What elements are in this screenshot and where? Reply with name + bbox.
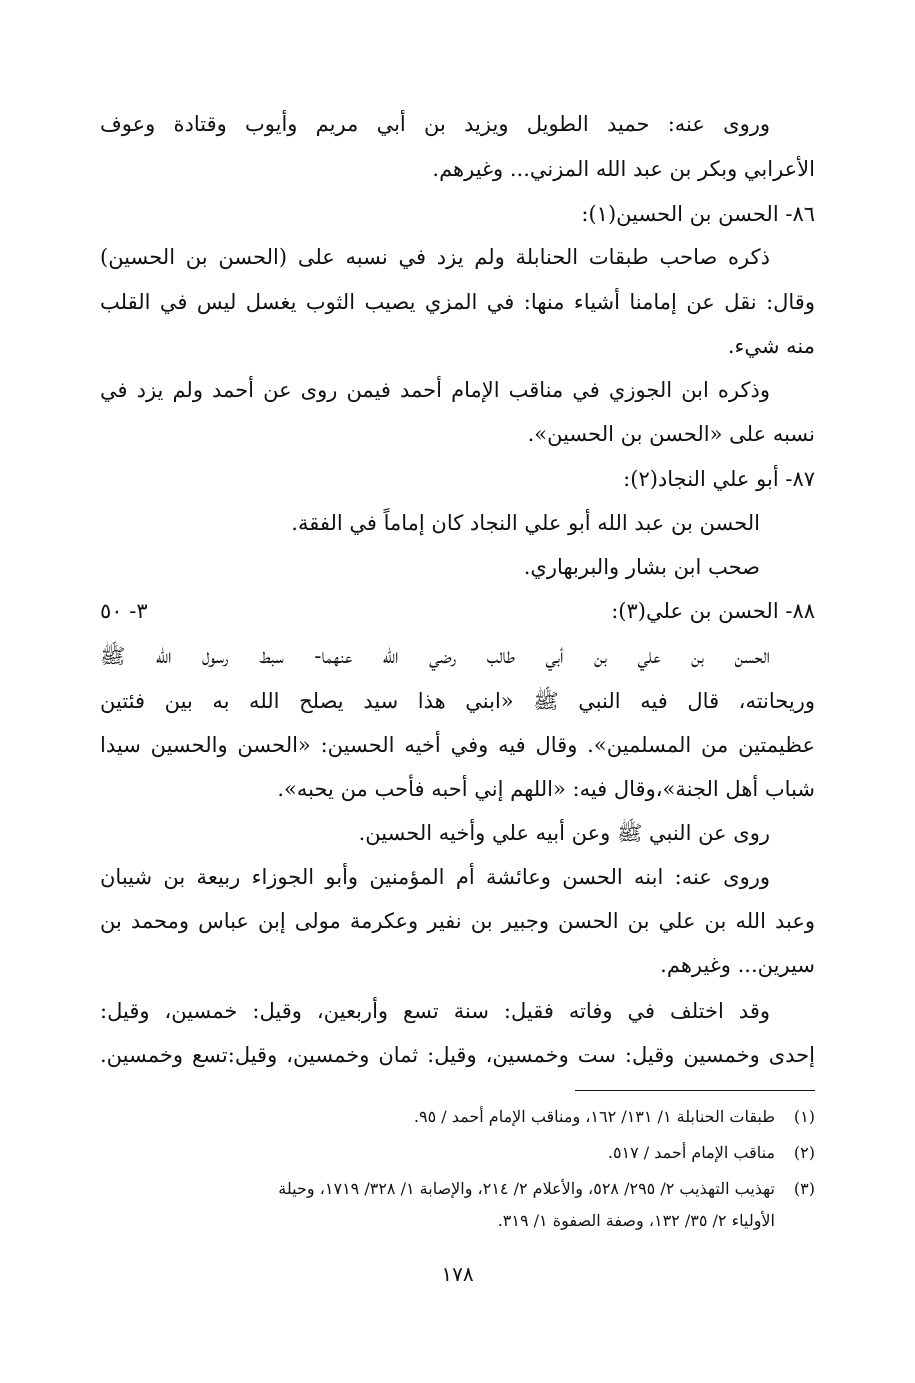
page-number: ١٧٨ xyxy=(441,1262,474,1286)
text-line: وقال: نقل عن إمامنا أشياء منها: في المزي يصيب الثوب يغسل ليس في القلب xyxy=(100,290,815,314)
text-line: الحسن بن علي بن أبي طالب رضي الله عنهما- سبط رسول الله ﷺ xyxy=(100,644,770,668)
text-line: وروى عنه: حميد الطويل ويزيد بن أبي مريم وأيوب وقتادة وعوف xyxy=(100,112,770,136)
text-line: وروى عنه: ابنه الحسن وعائشة أم المؤمنين وأبو الجوزاء ربيعة بن شيبان xyxy=(100,865,770,889)
text-line: الأعرابي وبكر بن عبد الله المزني... وغيرهم. xyxy=(432,157,815,181)
text-line: سيرين... وغيرهم. xyxy=(660,953,815,977)
footnote-number: (١) xyxy=(793,1107,815,1126)
footnote-text: تهذيب التهذيب ٢/ ٢٩٥/ ٥٢٨، والأعلام ٢/ ٢١٤، والإصابة ١/ ٣٢٨/ ١٧١٩، وحيلة xyxy=(278,1179,775,1198)
side-reference: ٣- ٥٠ xyxy=(100,599,148,623)
footnote-3 xyxy=(100,1176,815,1202)
footnote-text: مناقب الإمام أحمد / ٥١٧. xyxy=(607,1143,775,1162)
text-line: وذكره ابن الجوزي في مناقب الإمام أحمد فيمن روى عن أحمد ولم يزد في xyxy=(100,378,770,402)
footnote-number: (٣) xyxy=(793,1179,815,1198)
text-line: منه شيء. xyxy=(727,334,815,358)
footnote-number: (٢) xyxy=(793,1143,815,1162)
text-line: وريحانته، قال فيه النبي ﷺ «ابني هذا سيد يصلح الله به بين فئتين xyxy=(100,689,815,713)
entry-heading-86: ٨٦- الحسن بن الحسين(١): xyxy=(581,202,815,226)
footnote-1 xyxy=(100,1104,815,1130)
text-line: عظيمتين من المسلمين». وقال فيه وفي أخيه الحسين: «الحسن والحسين سيدا xyxy=(100,733,815,757)
footnote-3-continued: الأولياء ٢/ ٣٥/ ١٣٢، وصفة الصفوة ١/ ٣١٩. xyxy=(497,1211,775,1230)
text-line: وعبد الله بن علي بن الحسن وجبير بن نفير وعكرمة مولى إبن عباس ومحمد بن xyxy=(100,909,815,933)
text-line: صحب ابن بشار والبربهاري. xyxy=(523,555,760,579)
text-line: روى عن النبي ﷺ وعن أبيه علي وأخيه الحسين. xyxy=(358,821,770,845)
footnote-text: طبقات الحنابلة ١/ ١٣١/ ١٦٢، ومناقب الإمام أحمد / ٩٥. xyxy=(413,1107,775,1126)
text-line: الحسن بن عبد الله أبو علي النجاد كان إماماً في الفقة. xyxy=(291,511,760,535)
text-line: وقد اختلف في وفاته فقيل: سنة تسع وأربعين، وقيل: خمسين، وقيل: xyxy=(100,999,770,1023)
text-line: ذكره صاحب طبقات الحنابلة ولم يزد في نسبه على (الحسن بن الحسين) xyxy=(100,245,770,269)
entry-heading-88: ٨٨- الحسن بن علي(٣): xyxy=(611,599,815,623)
text-line: نسبه على «الحسن بن الحسين». xyxy=(527,422,815,446)
text-line: شباب أهل الجنة»،وقال فيه: «اللهم إني أحبه فأحب من يحبه». xyxy=(277,777,815,801)
footnote-separator xyxy=(575,1090,815,1091)
text-line: إحدى وخمسين وقيل: ست وخمسين، وقيل: ثمان وخمسين، وقيل:تسع وخمسين. xyxy=(100,1043,815,1067)
entry-heading-87: ٨٧- أبو علي النجاد(٢): xyxy=(623,467,815,491)
footnote-2 xyxy=(100,1140,815,1166)
